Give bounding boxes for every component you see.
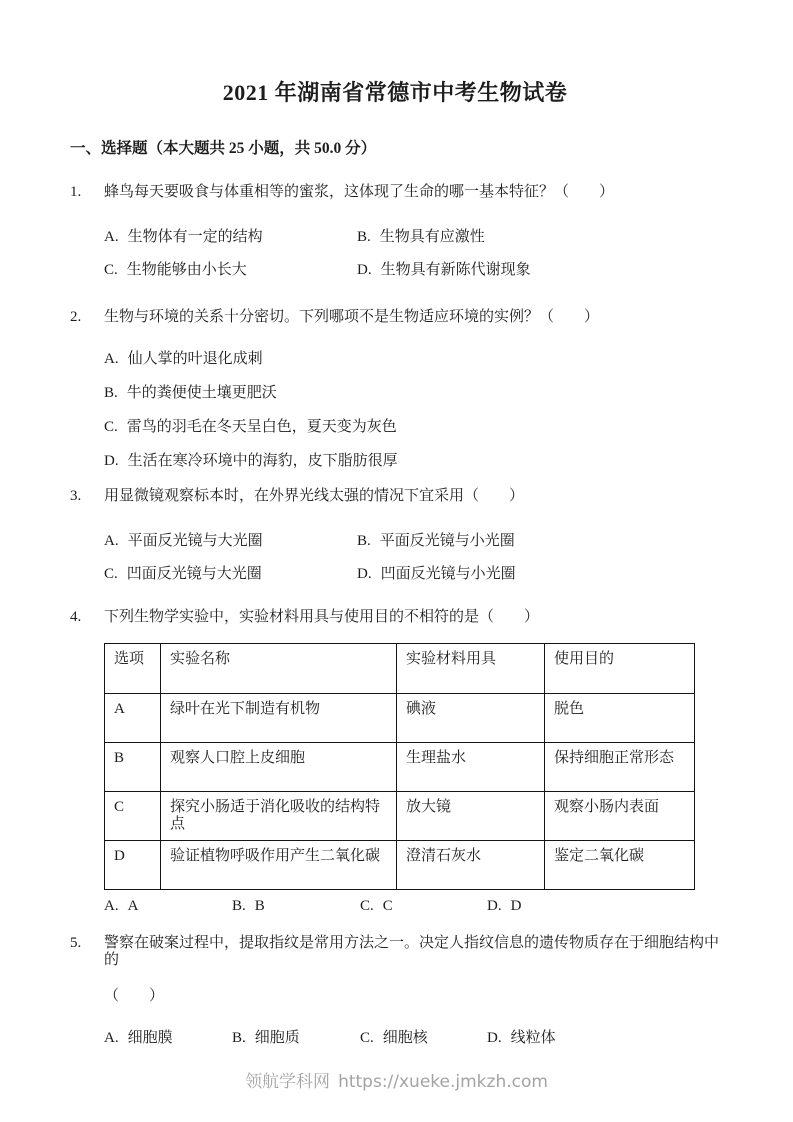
option-text: 生物体有一定的结构 — [127, 229, 263, 245]
option-a — [104, 351, 720, 367]
option-letter: D. — [357, 566, 372, 582]
table-cell: 碘液 — [397, 694, 545, 743]
question-body — [104, 488, 720, 582]
option-c — [104, 419, 720, 435]
option-letter: C. — [104, 419, 118, 435]
options-grid — [104, 533, 720, 582]
table-cell: 绿叶在光下制造有机物 — [161, 694, 397, 743]
option-letter: D. — [357, 262, 372, 278]
table-cell: 验证植物呼吸作用产生二氧化碳 — [161, 841, 397, 890]
options-row — [104, 1030, 720, 1046]
table-header-cell: 实验材料用具 — [397, 644, 545, 694]
option-text: 生物具有新陈代谢现象 — [380, 262, 531, 278]
option-d — [487, 898, 720, 914]
footer — [0, 1072, 793, 1092]
option-text: 生活在寒冷环境中的海豹，皮下脂肪很厚 — [127, 453, 398, 469]
option-d — [357, 566, 720, 582]
question-stem: 警察在破案过程中，提取指纹是常用方法之一。决定人指纹信息的遗传物质存在于细胞结构中的 — [104, 935, 720, 968]
table-header-row — [105, 644, 695, 694]
page-title: 2021 年湖南省常德市中考生物试卷 — [222, 80, 568, 105]
question-body — [104, 609, 720, 914]
option-text: 仙人掌的叶退化成刺 — [127, 351, 263, 367]
option-text: B — [254, 898, 265, 914]
options-list — [104, 351, 720, 469]
option-text: 牛的粪便使土壤更肥沃 — [126, 385, 277, 401]
table-cell: 生理盐水 — [397, 743, 545, 792]
option-letter: B. — [104, 385, 118, 401]
experiment-table — [104, 643, 695, 890]
option-text: 平面反光镜与大光圈 — [127, 533, 263, 549]
question-number: 4. — [70, 609, 82, 625]
question-stem: 蜂鸟每天要吸食与体重相等的蜜浆，这体现了生命的哪一基本特征？（ ） — [104, 184, 615, 200]
option-a — [104, 533, 357, 549]
section-heading: 一、选择题（本大题共 25 小题，共 50.0 分） — [70, 140, 377, 157]
question-number: 3. — [70, 488, 82, 504]
option-letter: D. — [487, 1030, 502, 1046]
table-cell: D — [105, 841, 161, 890]
question-3 — [70, 488, 720, 582]
option-letter: B. — [232, 898, 246, 914]
table-row-a — [105, 694, 695, 743]
footer-site-url: https://xueke.jmkzh.com — [338, 1072, 548, 1092]
table-cell: C — [105, 792, 161, 841]
question-stem-blank: （ ） — [104, 988, 165, 1004]
question-1 — [70, 184, 720, 278]
options-grid — [104, 229, 720, 278]
option-letter: C. — [360, 1030, 374, 1046]
table-cell: 观察人口腔上皮细胞 — [161, 743, 397, 792]
table-header-cell: 选项 — [105, 644, 161, 694]
option-letter: A. — [104, 1030, 119, 1046]
table-cell: B — [105, 743, 161, 792]
option-text: C — [382, 898, 393, 914]
table-row-b — [105, 743, 695, 792]
question-stem: 下列生物学实验中，实验材料用具与使用目的不相符的是（ ） — [104, 609, 540, 625]
option-text: 凹面反光镜与小光圈 — [380, 566, 516, 582]
option-d — [104, 453, 720, 469]
option-text: D — [510, 898, 522, 914]
question-number: 2. — [70, 309, 82, 325]
option-b — [357, 229, 720, 245]
option-text: 生物能够由小长大 — [126, 262, 247, 278]
option-letter: A. — [104, 898, 119, 914]
question-number: 1. — [70, 184, 82, 200]
option-c — [360, 898, 487, 914]
option-letter: A. — [104, 351, 119, 367]
option-c — [360, 1030, 487, 1046]
option-text: 细胞膜 — [127, 1030, 173, 1046]
option-b — [357, 533, 720, 549]
option-b — [232, 1030, 360, 1046]
footer-site-name: 领航学科网 — [245, 1072, 331, 1092]
option-letter: C. — [360, 898, 374, 914]
table-header-cell: 实验名称 — [161, 644, 397, 694]
option-a — [104, 229, 357, 245]
option-letter: B. — [232, 1030, 246, 1046]
option-c — [104, 262, 357, 278]
table-cell: A — [105, 694, 161, 743]
option-letter: B. — [357, 229, 371, 245]
option-text: 线粒体 — [510, 1030, 556, 1046]
table-row-d — [105, 841, 695, 890]
table-cell: 观察小肠内表面 — [545, 792, 695, 841]
options-row — [104, 898, 720, 914]
option-text: A — [127, 898, 139, 914]
option-letter: C. — [104, 566, 118, 582]
table-row-c — [105, 792, 695, 841]
option-a — [104, 898, 232, 914]
table-cell: 脱色 — [545, 694, 695, 743]
option-letter: C. — [104, 262, 118, 278]
option-text: 细胞核 — [382, 1030, 428, 1046]
option-text: 平面反光镜与小光圈 — [379, 533, 515, 549]
question-number: 5. — [70, 935, 82, 951]
question-stem: 用显微镜观察标本时，在外界光线太强的情况下宜采用（ ） — [104, 488, 525, 504]
option-text: 生物具有应激性 — [379, 229, 485, 245]
option-letter: A. — [104, 533, 119, 549]
option-letter: D. — [487, 898, 502, 914]
option-letter: B. — [357, 533, 371, 549]
question-2 — [70, 309, 720, 469]
question-stem: 生物与环境的关系十分密切。下列哪项不是生物适应环境的实例？（ ） — [104, 309, 600, 325]
question-5 — [70, 935, 720, 1046]
option-letter: A. — [104, 229, 119, 245]
option-d — [487, 1030, 720, 1046]
table-cell: 放大镜 — [397, 792, 545, 841]
question-body — [104, 309, 720, 469]
table-header-cell: 使用目的 — [545, 644, 695, 694]
option-text: 凹面反光镜与大光圈 — [126, 566, 262, 582]
table-cell: 澄清石灰水 — [397, 841, 545, 890]
table-cell: 探究小肠适于消化吸收的结构特点 — [161, 792, 397, 841]
option-b — [104, 385, 720, 401]
table-cell: 鉴定二氧化碳 — [545, 841, 695, 890]
table-cell: 保持细胞正常形态 — [545, 743, 695, 792]
question-body — [104, 184, 720, 278]
option-d — [357, 262, 720, 278]
option-c — [104, 566, 357, 582]
question-4 — [70, 609, 720, 914]
option-b — [232, 898, 360, 914]
question-body — [104, 935, 720, 1046]
option-text: 细胞质 — [254, 1030, 300, 1046]
option-a — [104, 1030, 232, 1046]
option-text: 雷鸟的羽毛在冬天呈白色，夏天变为灰色 — [126, 419, 397, 435]
option-letter: D. — [104, 453, 119, 469]
